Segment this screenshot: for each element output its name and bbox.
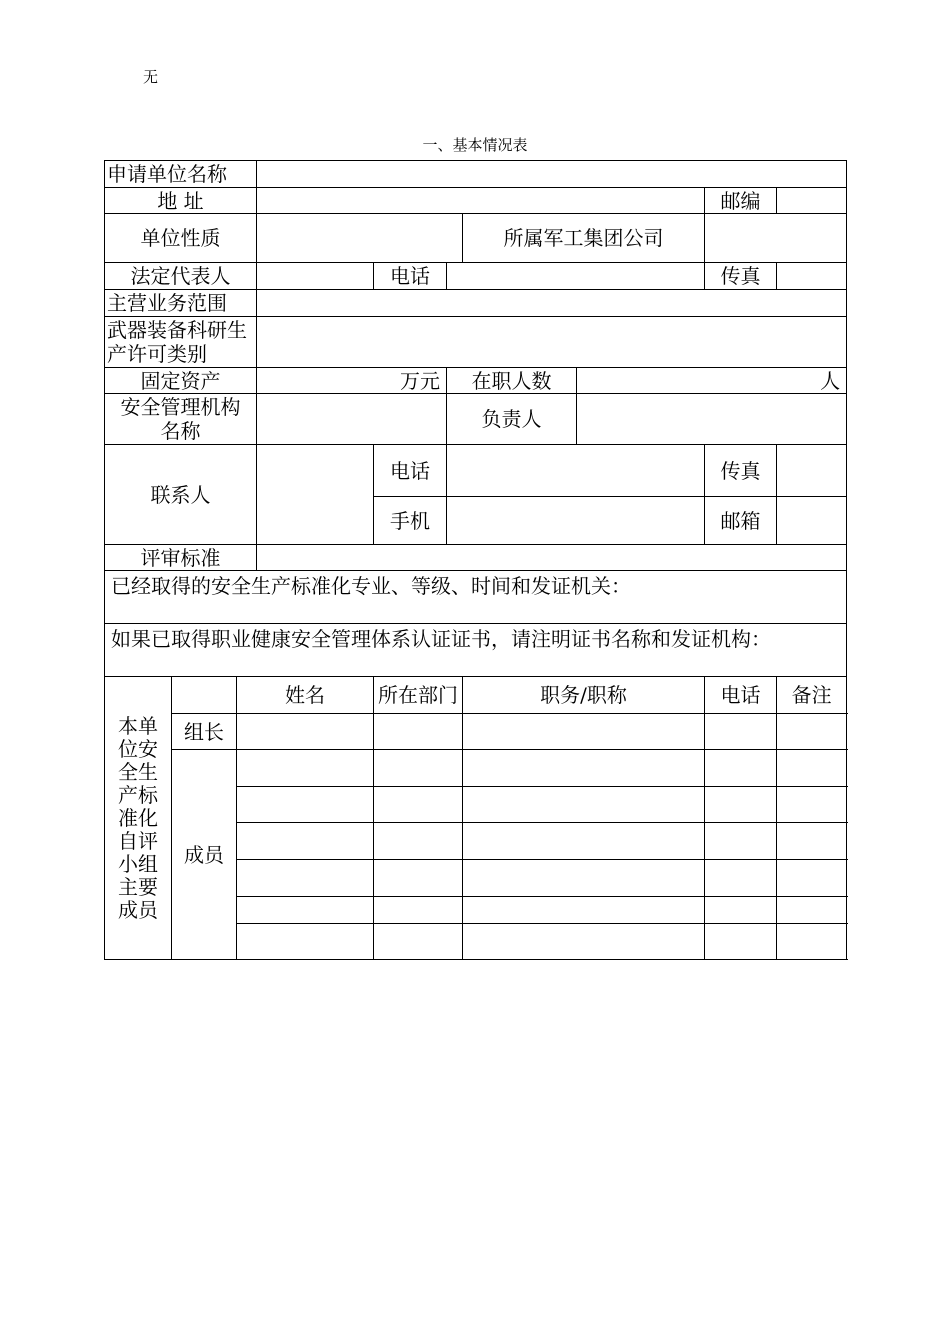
leader-department[interactable]	[374, 714, 463, 750]
label-phone: 电话	[374, 263, 447, 290]
label-email: 邮箱	[705, 497, 777, 545]
field-mobile[interactable]	[447, 497, 705, 545]
column-header-title: 职务/职称	[463, 677, 705, 714]
member-department[interactable]	[374, 924, 463, 960]
field-unit-nature[interactable]	[257, 214, 463, 263]
field-safety-org[interactable]	[257, 394, 447, 445]
member-name[interactable]	[237, 823, 374, 860]
member-name[interactable]	[237, 860, 374, 897]
field-employees[interactable]	[577, 368, 847, 394]
header-note: 无	[143, 68, 159, 86]
column-header-remarks: 备注	[777, 677, 847, 714]
label-contact: 联系人	[105, 445, 257, 545]
label-contact-phone: 电话	[374, 445, 447, 497]
member-department[interactable]	[374, 823, 463, 860]
field-phone[interactable]	[447, 263, 705, 290]
leader-remarks[interactable]	[777, 714, 847, 750]
form-title: 一、基本情况表	[422, 136, 528, 154]
label-business-scope: 主营业务范围	[105, 290, 257, 317]
leader-name[interactable]	[237, 714, 374, 750]
member-title[interactable]	[463, 897, 705, 924]
label-self-eval-group: 本单位安全生产标准化自评小组主要成员	[105, 677, 172, 960]
column-header-department: 所在部门	[374, 677, 463, 714]
member-remarks[interactable]	[777, 787, 847, 823]
label-employees: 在职人数	[447, 368, 577, 394]
member-remarks[interactable]	[777, 750, 847, 787]
field-business-scope[interactable]	[257, 290, 847, 317]
field-unit-name[interactable]	[257, 161, 847, 188]
member-department[interactable]	[374, 897, 463, 924]
member-title[interactable]	[463, 924, 705, 960]
member-title[interactable]	[463, 823, 705, 860]
label-group-company: 所属军工集团公司	[463, 214, 705, 263]
label-address: 地 址	[105, 188, 257, 214]
member-phone[interactable]	[705, 750, 777, 787]
label-safety-org: 安全管理机构名称	[105, 394, 257, 445]
member-name[interactable]	[237, 897, 374, 924]
member-phone[interactable]	[705, 860, 777, 897]
member-phone[interactable]	[705, 897, 777, 924]
member-department[interactable]	[374, 750, 463, 787]
member-name[interactable]	[237, 787, 374, 823]
column-header-phone: 电话	[705, 677, 777, 714]
label-legal-rep: 法定代表人	[105, 263, 257, 290]
member-phone[interactable]	[705, 787, 777, 823]
label-mobile: 手机	[374, 497, 447, 545]
field-contact[interactable]	[257, 445, 374, 545]
field-license-type[interactable]	[257, 317, 847, 368]
label-members: 成员	[172, 750, 237, 960]
field-email[interactable]	[777, 497, 847, 545]
member-name[interactable]	[237, 750, 374, 787]
label-review-standard: 评审标准	[105, 545, 257, 571]
member-department[interactable]	[374, 787, 463, 823]
leader-phone[interactable]	[705, 714, 777, 750]
column-header-name: 姓名	[237, 677, 374, 714]
member-department[interactable]	[374, 860, 463, 897]
field-person-in-charge[interactable]	[577, 394, 847, 445]
field-postcode[interactable]	[777, 188, 847, 214]
field-fax[interactable]	[777, 263, 847, 290]
label-unit-nature: 单位性质	[105, 214, 257, 263]
unit-wanyuan: 万元	[400, 368, 441, 393]
member-remarks[interactable]	[777, 860, 847, 897]
field-address[interactable]	[257, 188, 705, 214]
basic-info-table	[104, 160, 847, 960]
label-unit-name: 申请单位名称	[105, 161, 257, 188]
member-remarks[interactable]	[777, 823, 847, 860]
member-title[interactable]	[463, 750, 705, 787]
member-title[interactable]	[463, 860, 705, 897]
field-contact-fax[interactable]	[777, 445, 847, 497]
ohs-certificate[interactable]: 如果已取得职业健康安全管理体系认证证书，请注明证书名称和发证机构：	[105, 624, 847, 677]
member-remarks[interactable]	[777, 924, 847, 960]
member-phone[interactable]	[705, 924, 777, 960]
unit-person: 人	[820, 368, 841, 393]
field-group-company[interactable]	[705, 214, 847, 263]
group-corner-cell	[172, 677, 237, 714]
member-name[interactable]	[237, 924, 374, 960]
member-phone[interactable]	[705, 823, 777, 860]
label-postcode: 邮编	[705, 188, 777, 214]
label-leader: 组长	[172, 714, 237, 750]
label-person-in-charge: 负责人	[447, 394, 577, 445]
field-fixed-assets[interactable]	[257, 368, 447, 394]
field-review-standard[interactable]	[257, 545, 847, 571]
member-title[interactable]	[463, 787, 705, 823]
field-contact-phone[interactable]	[447, 445, 705, 497]
field-legal-rep[interactable]	[257, 263, 374, 290]
label-contact-fax: 传真	[705, 445, 777, 497]
label-fax: 传真	[705, 263, 777, 290]
member-remarks[interactable]	[777, 897, 847, 924]
leader-title[interactable]	[463, 714, 705, 750]
obtained-standardization[interactable]: 已经取得的安全生产标准化专业、等级、时间和发证机关：	[105, 571, 847, 624]
label-license-type: 武器装备科研生产许可类别	[105, 317, 257, 368]
label-fixed-assets: 固定资产	[105, 368, 257, 394]
